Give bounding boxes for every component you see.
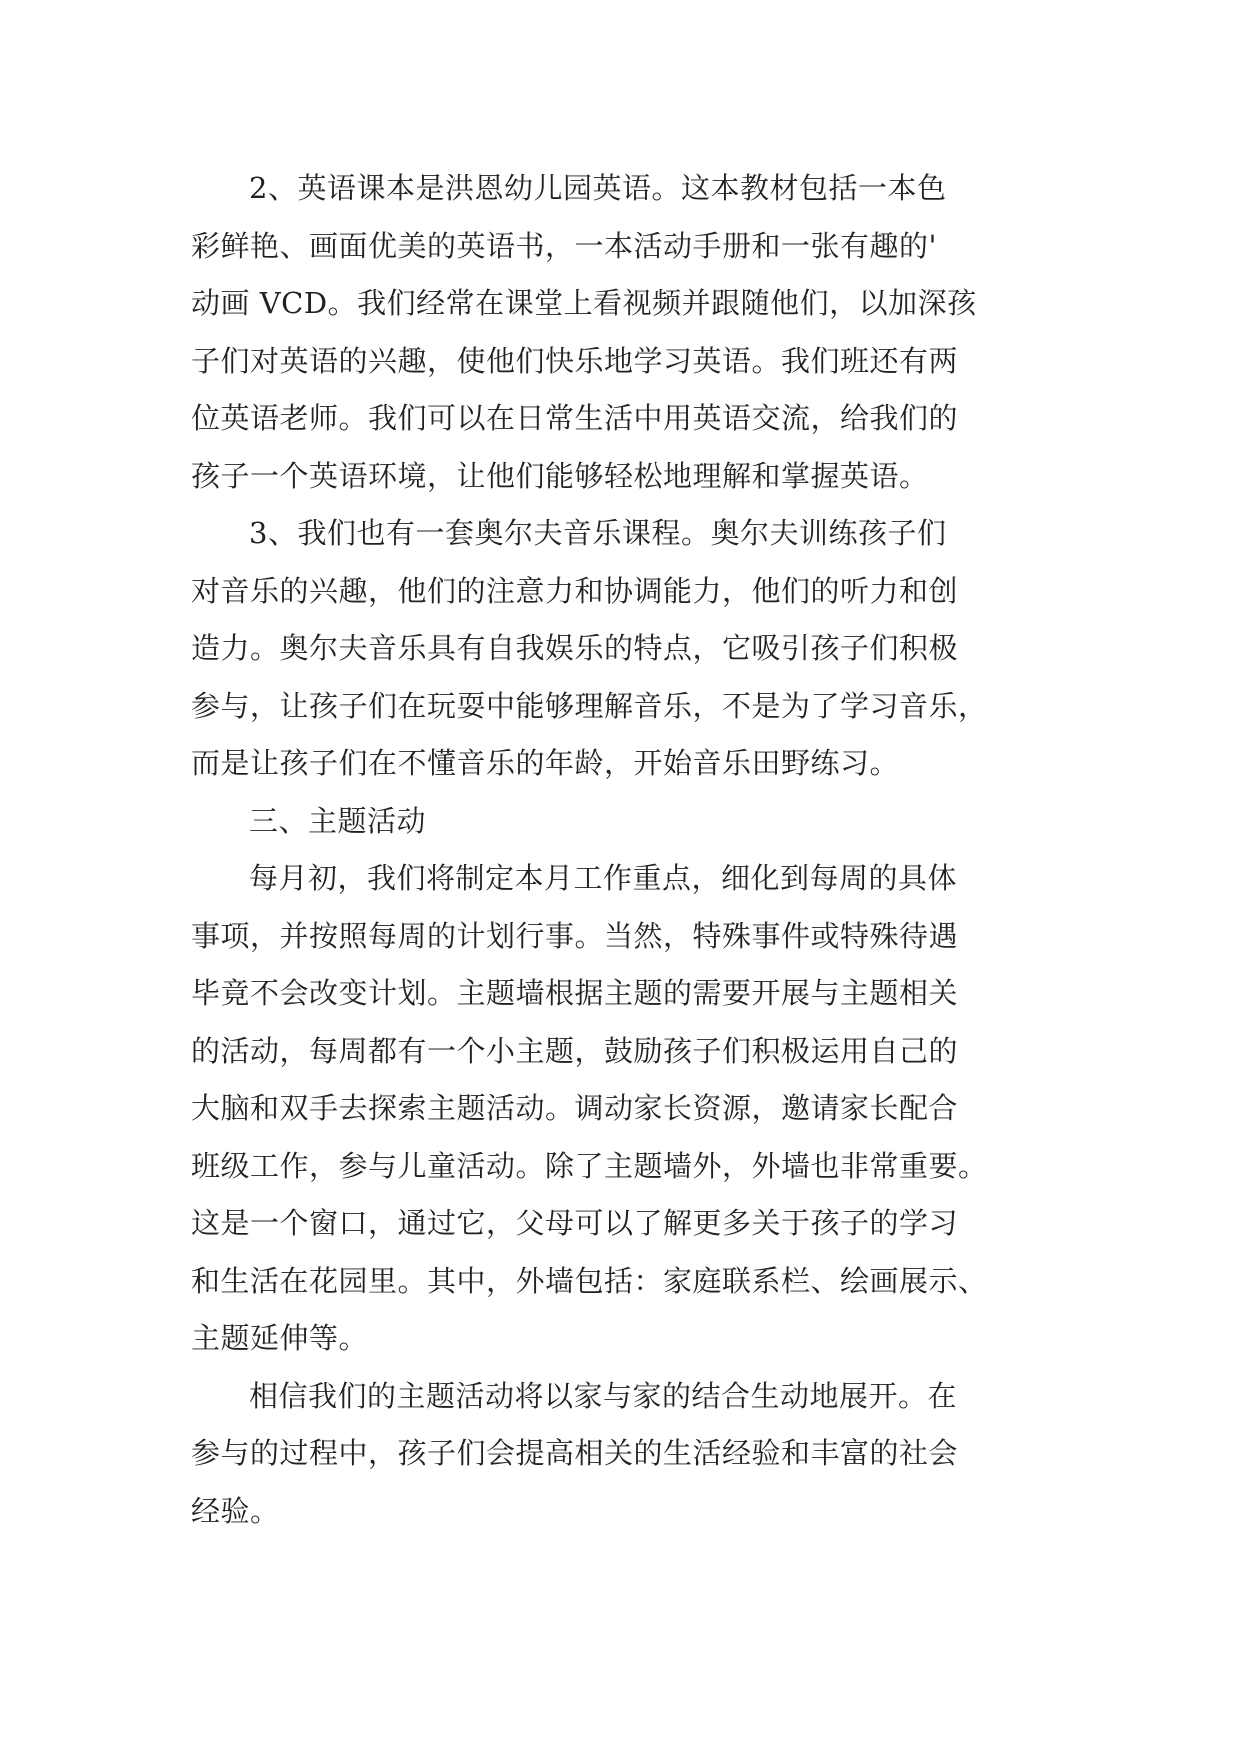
- section-heading-text: 三、主题活动: [249, 803, 427, 838]
- text-line: 孩子一个英语环境，让他们能够轻松地理解和掌握英语。: [191, 458, 929, 493]
- text-line: 的活动，每周都有一个小主题，鼓励孩子们积极运用自己的: [191, 1033, 959, 1068]
- text-line: 相信我们的主题活动将以家与家的结合生动地展开。在: [249, 1378, 958, 1413]
- paragraph-monthly-plan: [191, 850, 1047, 1368]
- text-line: 经验。: [191, 1493, 280, 1528]
- section-heading-theme-activities: [191, 793, 1047, 851]
- paragraph-english-course: [191, 160, 1047, 505]
- paragraph-orff-music: [191, 505, 1047, 793]
- text-line: 班级工作，参与儿童活动。除了主题墙外，外墙也非常重要。: [191, 1148, 988, 1183]
- text-line: 主题延伸等。: [191, 1321, 369, 1355]
- text-line: 而是让孩子们在不懂音乐的年龄，开始音乐田野练习。: [191, 746, 900, 780]
- text-line: 位英语老师。我们可以在日常生活中用英语交流，给我们的: [191, 401, 959, 435]
- document-body: [191, 160, 1047, 1540]
- text-line: 彩鲜艳、画面优美的英语书，一本活动手册和一张有趣的': [191, 228, 937, 263]
- text-line: 事项，并按照每周的计划行事。当然，特殊事件或特殊待遇: [191, 918, 959, 953]
- text-line: 造力。奥尔夫音乐具有自我娱乐的特点，它吸引孩子们积极: [191, 631, 959, 665]
- text-line: 3、我们也有一套奥尔夫音乐课程。奥尔夫训练孩子们: [249, 516, 947, 550]
- text-line: 子们对英语的兴趣，使他们快乐地学习英语。我们班还有两: [191, 343, 959, 378]
- paragraph-conclusion: [191, 1368, 1047, 1541]
- text-line: 这是一个窗口，通过它，父母可以了解更多关于孩子的学习: [191, 1206, 959, 1240]
- text-line: 参与，让孩子们在玩耍中能够理解音乐，不是为了学习音乐，: [191, 688, 988, 723]
- text-line: 大脑和双手去探索主题活动。调动家长资源，邀请家长配合: [191, 1091, 959, 1125]
- text-line: 动画 VCD。我们经常在课堂上看视频并跟随他们，以加深孩: [191, 286, 977, 320]
- text-line: 对音乐的兴趣，他们的注意力和协调能力，他们的听力和创: [191, 573, 959, 608]
- text-line: 毕竟不会改变计划。主题墙根据主题的需要开展与主题相关: [191, 976, 959, 1010]
- text-line: 2、英语课本是洪恩幼儿园英语。这本教材包括一本色: [249, 171, 947, 205]
- text-line: 参与的过程中，孩子们会提高相关的生活经验和丰富的社会: [191, 1436, 959, 1470]
- text-line: 每月初，我们将制定本月工作重点，细化到每周的具体: [249, 861, 958, 895]
- text-line: 和生活在花园里。其中，外墙包括：家庭联系栏、绘画展示、: [191, 1263, 988, 1298]
